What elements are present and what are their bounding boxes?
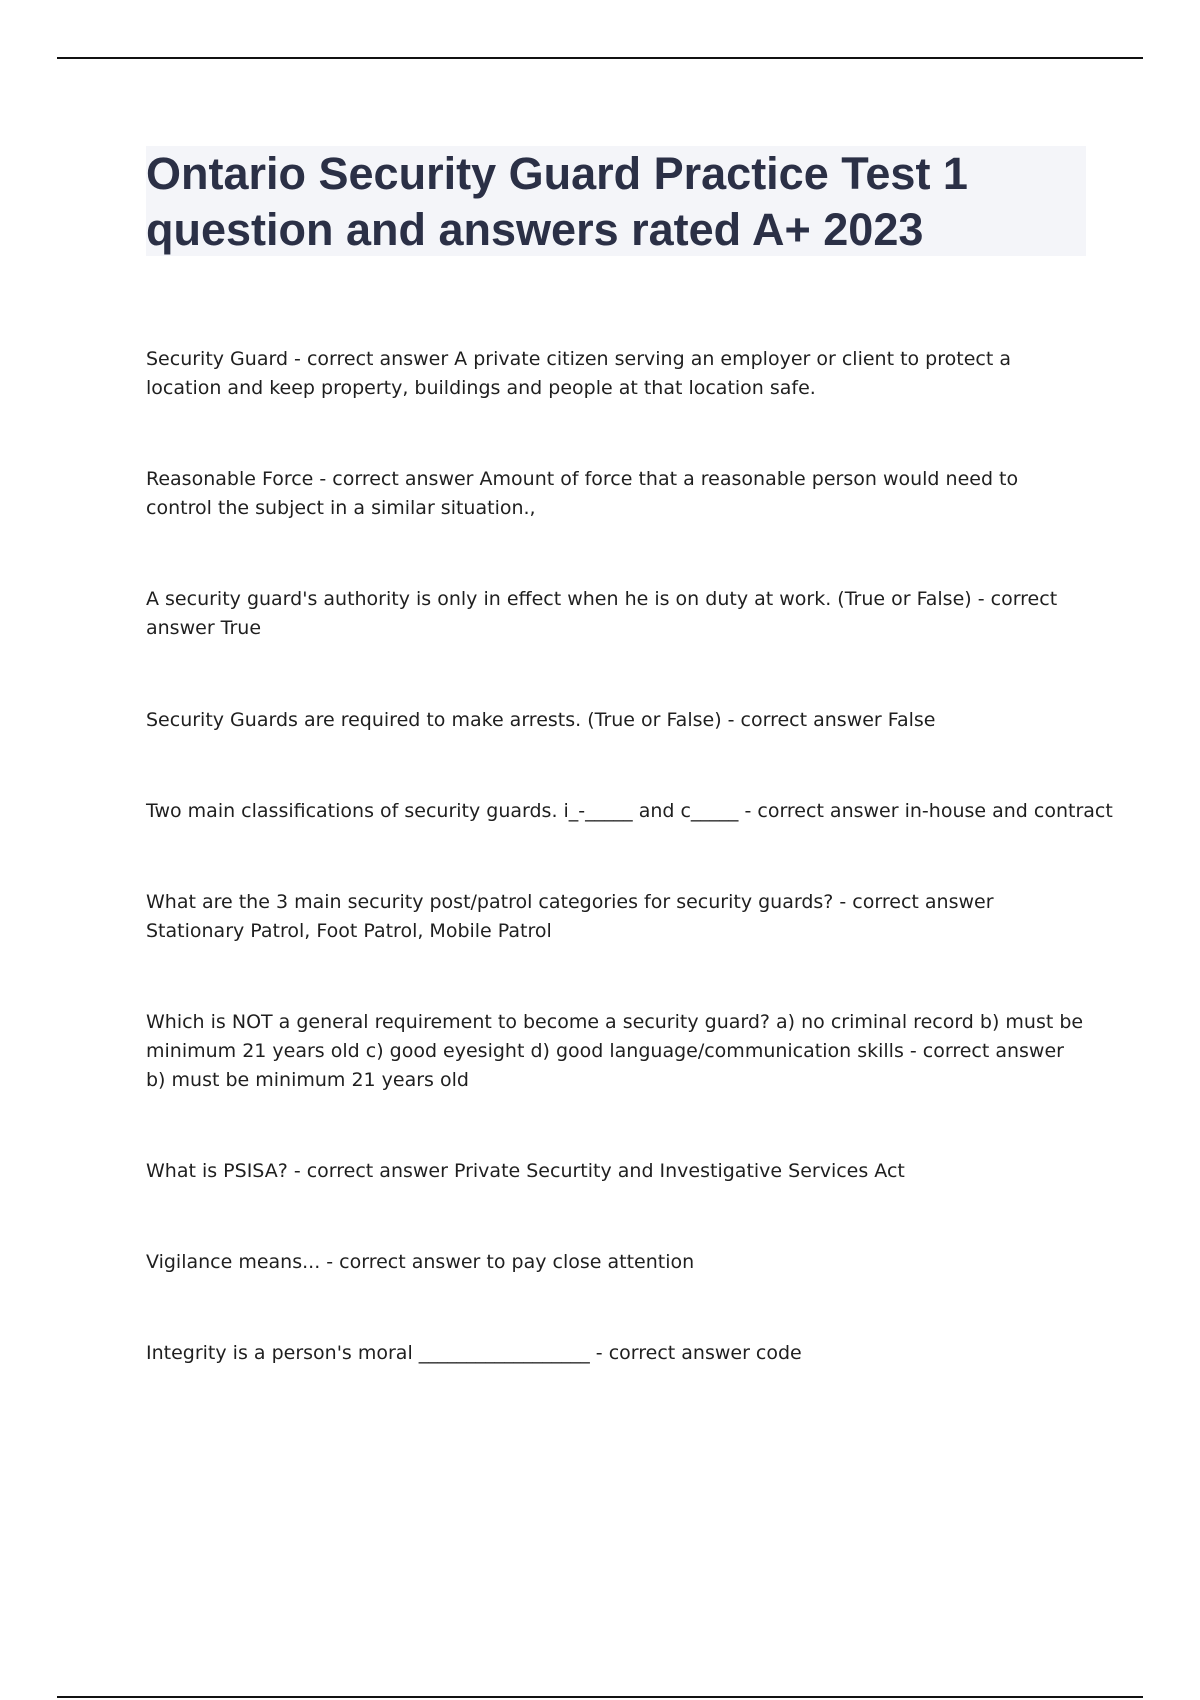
qa-item: What are the 3 main security post/patrol categories for security guards? - correct answer Stationary Patrol, Foot Patrol, Mobile Patrol — [146, 891, 994, 942]
qa-item: Security Guards are required to make arrests. (True or False) - correct answer False — [146, 709, 936, 731]
bottom-rule — [57, 1696, 1143, 1698]
qa-item: Vigilance means... - correct answer to pay close attention — [146, 1251, 695, 1273]
qa-item: Reasonable Force - correct answer Amount of force that a reasonable person would need to control the subject in a similar situation., — [146, 468, 1019, 519]
qa-item: Security Guard - correct answer A private citizen serving an employer or client to protect a location and keep property, buildings and people at that location safe. — [146, 348, 1011, 399]
qa-item: Integrity is a person's moral __________________ - correct answer code — [146, 1342, 802, 1364]
qa-item: What is PSISA? - correct answer Private Securtity and Investigative Services Act — [146, 1160, 905, 1182]
qa-item: A security guard's authority is only in effect when he is on duty at work. (True or False) - correct answer True — [146, 588, 1058, 639]
qa-item: Which is NOT a general requirement to become a security guard? a) no criminal record b) must be minimum 21 years old c) good eyesight d) good language/communication skills - correct answer b) must be minimum 21 years old — [146, 1011, 1084, 1091]
page-title: Ontario Security Guard Practice Test 1 question and answers rated A+ 2023 — [146, 148, 968, 255]
top-rule — [57, 57, 1143, 59]
qa-item: Two main classifications of security guards. i_-_____ and c_____ - correct answer in-house and contract — [146, 800, 1113, 822]
title-banner — [146, 146, 1086, 256]
